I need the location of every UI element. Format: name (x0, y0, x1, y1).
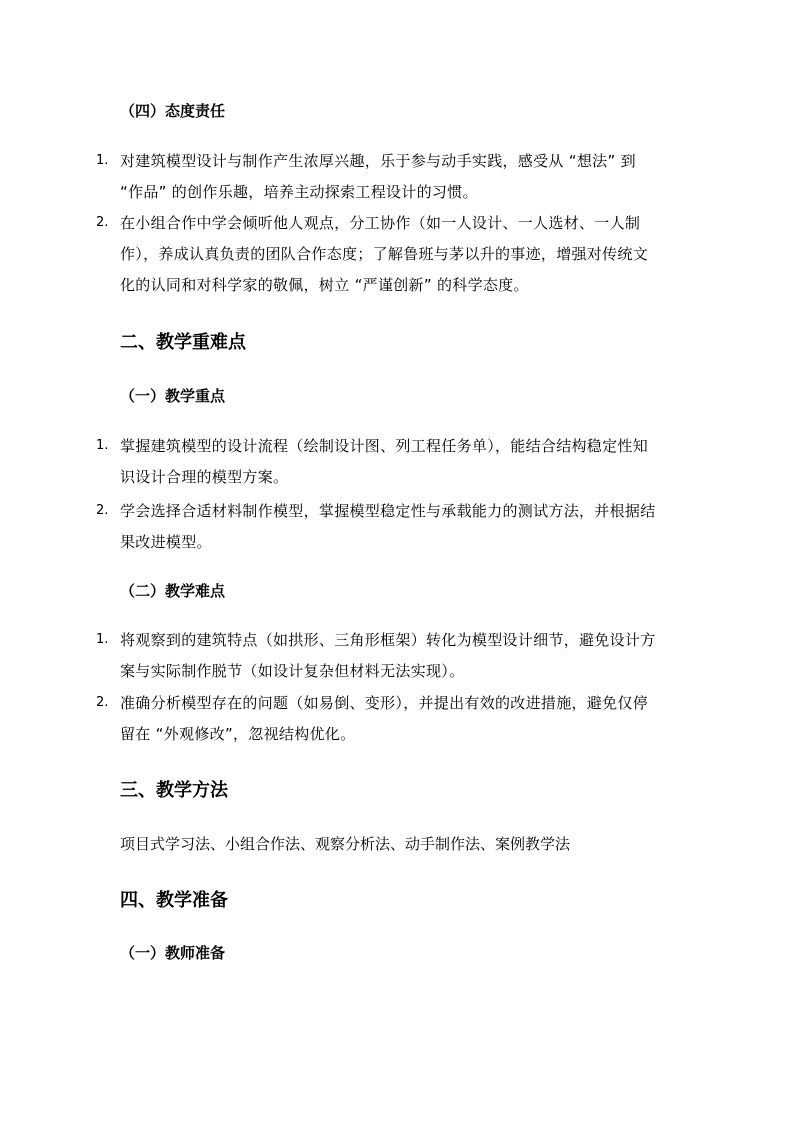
list-item-line: 案与实际制作脱节（如设计复杂但材料无法实现）。 (120, 662, 465, 680)
subsection-heading-key-focus: （一）教学重点 (120, 387, 226, 405)
list-item-line: 作），养成认真负责的团队合作态度；了解鲁班与茅以升的事迹，增强对传统文 (120, 245, 649, 263)
list-item-line: 识设计合理的模型方案。 (120, 468, 289, 486)
list-item-number: 1. (96, 632, 109, 647)
list-item-line: 在小组合作中学会倾听他人观点，分工协作（如一人设计、一人选材、一人制 (120, 214, 641, 232)
list-item-line: 将观察到的建筑特点（如拱形、三角形框架）转化为模型设计细节，避免设计方 (120, 631, 656, 649)
list-item-line: 准确分析模型存在的问题（如易倒、变形），并提出有效的改进措施，避免仅停 (120, 694, 649, 712)
section-heading-methods: 三、教学方法 (120, 780, 228, 801)
list-item-line: 对建筑模型设计与制作产生浓厚兴趣，乐于参与动手实践，感受从 “想法” 到 (120, 152, 636, 170)
list-item-line: 果改进模型。 (120, 533, 212, 551)
list-item-number: 2. (96, 503, 109, 518)
subsection-heading-teacher-prep: （一）教师准备 (120, 944, 226, 962)
list-item-number: 1. (96, 438, 109, 453)
subsection-heading-difficulties: （二）教学难点 (120, 582, 226, 600)
list-item-line: 化的认同和对科学家的敬佩，树立 “严谨创新” 的科学态度。 (120, 276, 529, 294)
list-item-line: 留在 “外观修改”，忽视结构优化。 (120, 725, 356, 743)
methods-text: 项目式学习法、小组合作法、观察分析法、动手制作法、案例教学法 (120, 835, 571, 853)
section-heading-preparation: 四、教学准备 (120, 890, 228, 911)
list-item-number: 1. (96, 153, 109, 168)
list-item-number: 2. (96, 215, 109, 230)
subsection-heading-attitude: （四）态度责任 (120, 102, 226, 120)
section-heading-key-points: 二、教学重难点 (120, 332, 246, 353)
list-item-line: 掌握建筑模型的设计流程（绘制设计图、列工程任务单），能结合结构稳定性知 (120, 437, 649, 455)
list-item-line: 学会选择合适材料制作模型，掌握模型稳定性与承载能力的测试方法，并根据结 (120, 502, 656, 520)
list-item-line: “作品” 的创作乐趣，培养主动探索工程设计的习惯。 (120, 183, 478, 201)
list-item-number: 2. (96, 695, 109, 710)
